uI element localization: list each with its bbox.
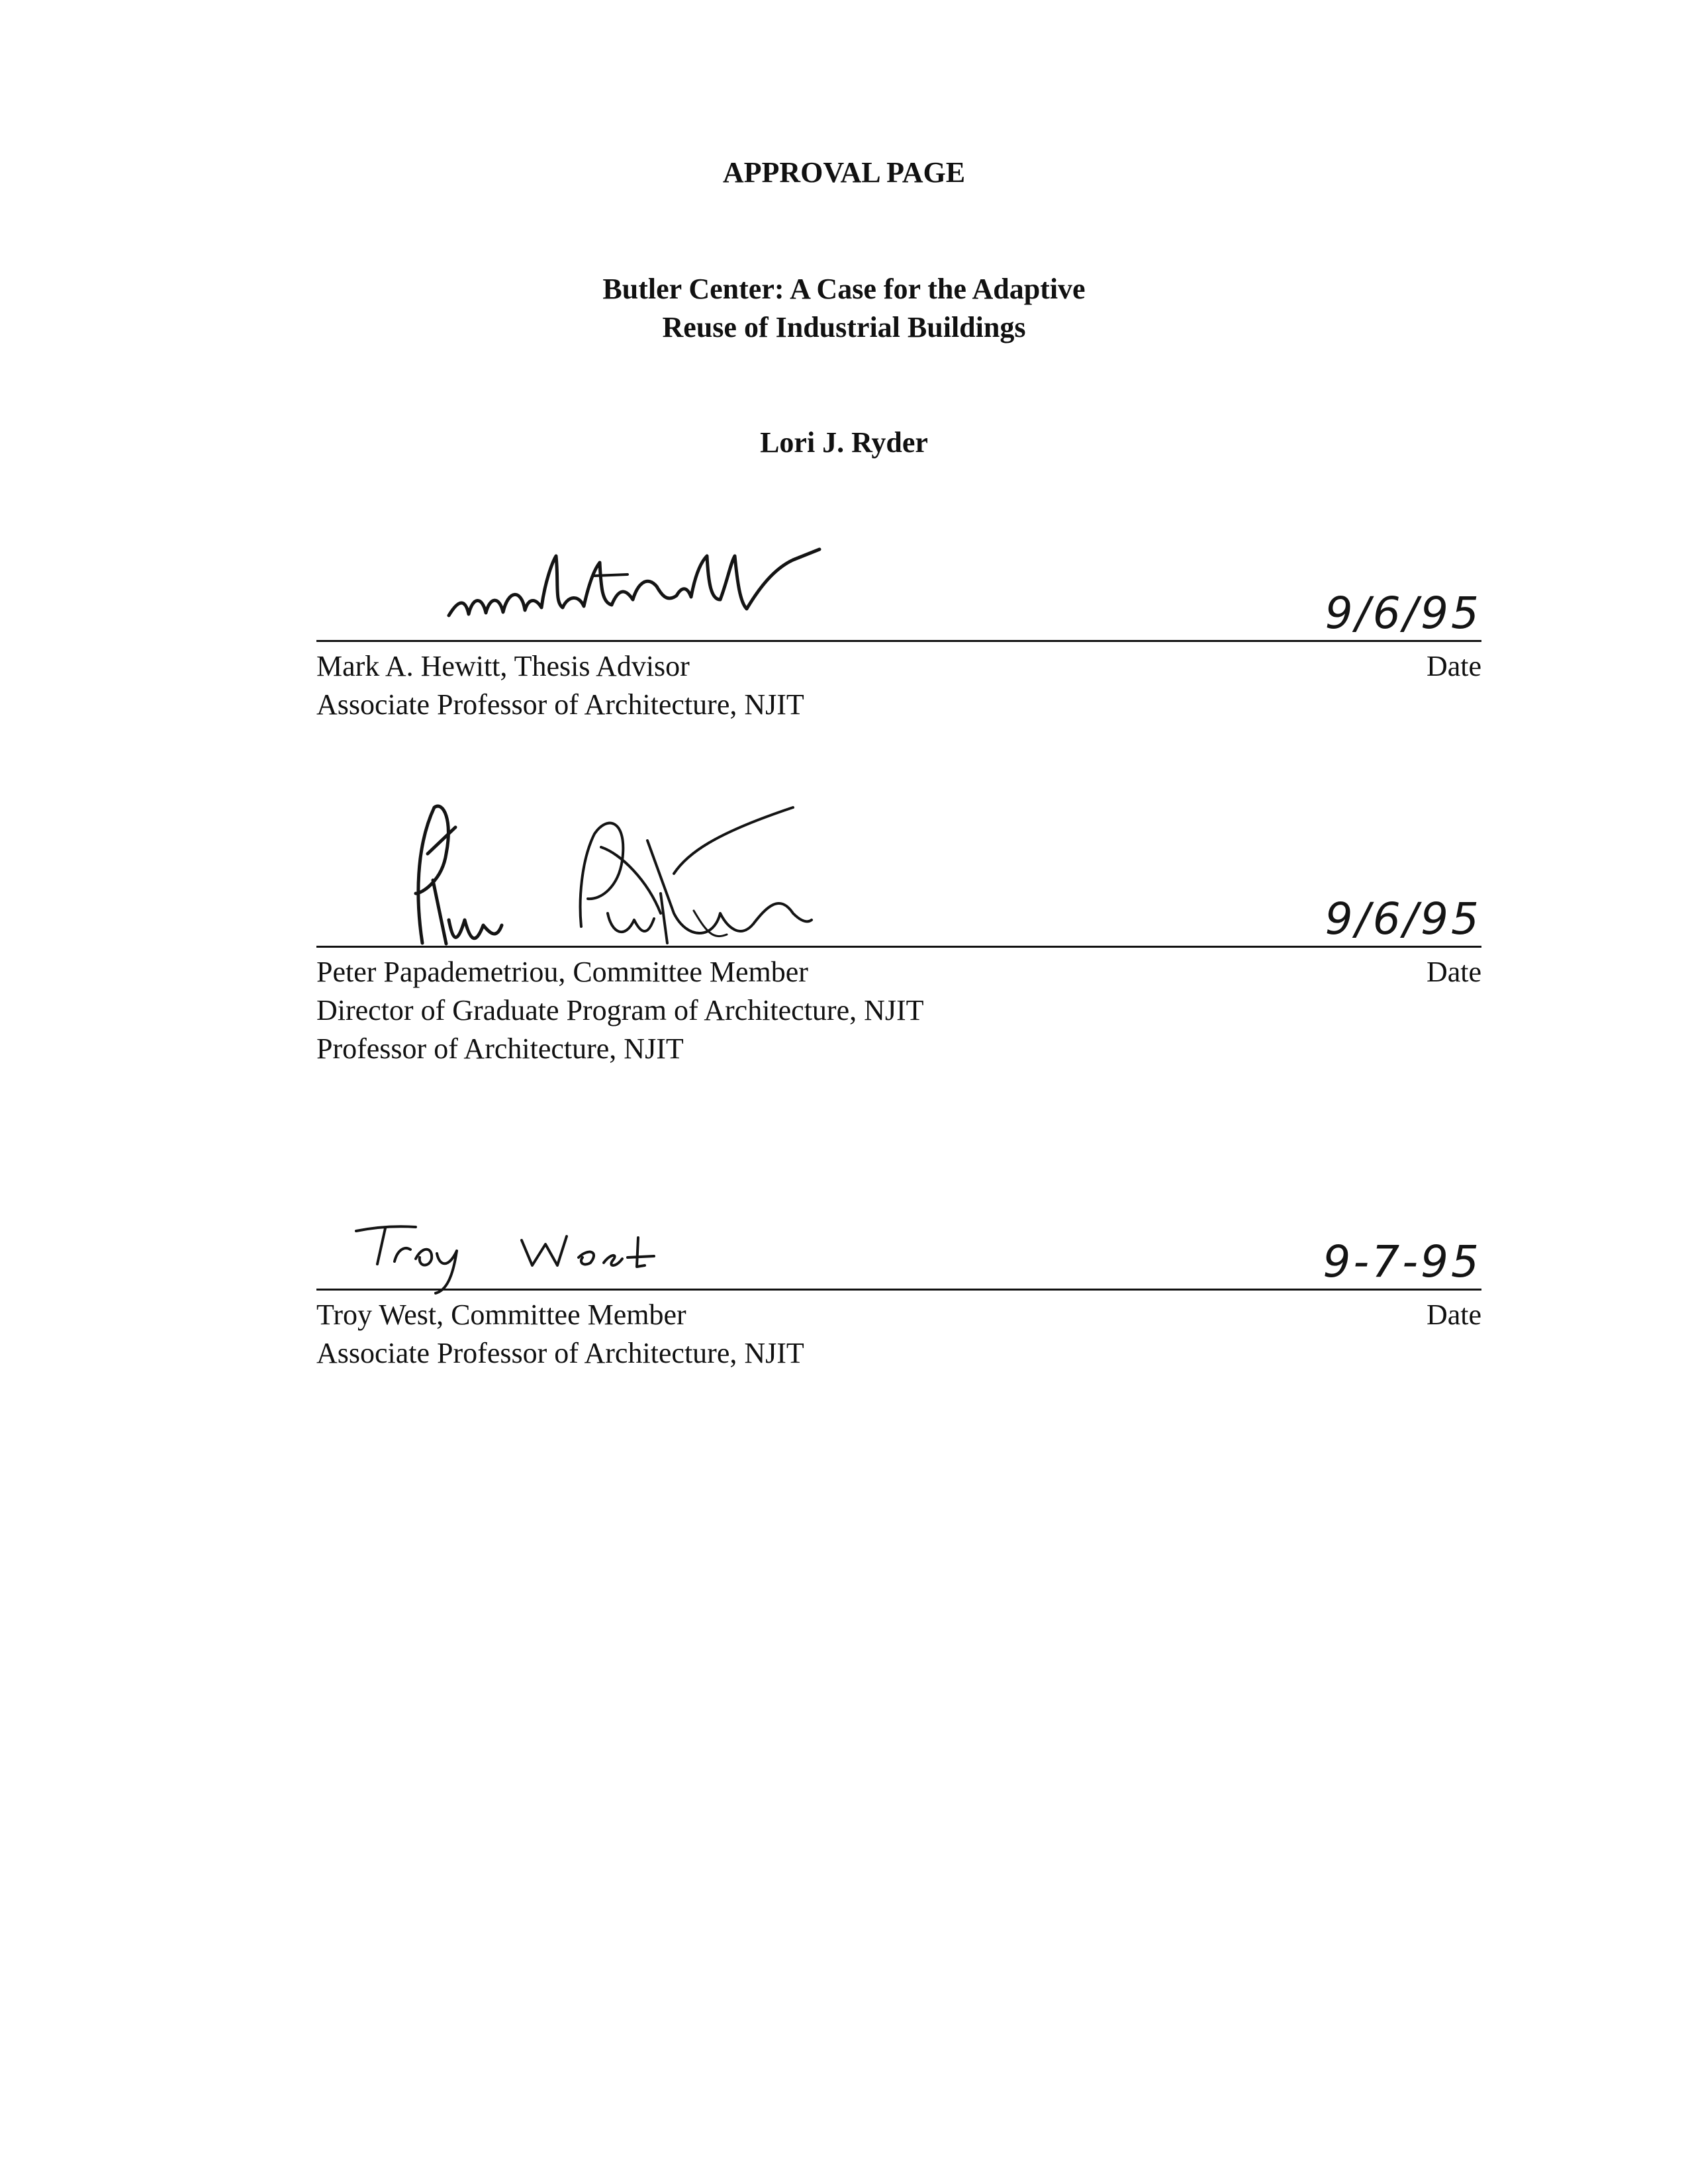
signer-title: Associate Professor of Architecture, NJIT — [316, 688, 804, 721]
signature-line-area — [316, 1185, 1481, 1291]
signature-line-area — [316, 536, 1481, 642]
handwritten-date: 9-7-95 — [1323, 1236, 1481, 1287]
date-label: Date — [1426, 956, 1481, 988]
signature-block-advisor — [316, 536, 1481, 724]
date-label: Date — [1426, 650, 1481, 682]
signer-name: Mark A. Hewitt, Thesis Advisor — [316, 650, 690, 682]
signer-name: Peter Papademetriou, Committee Member — [316, 956, 808, 988]
signature-block-member-1 — [316, 781, 1481, 1068]
signature-hewitt — [316, 536, 1481, 642]
date-label: Date — [1426, 1298, 1481, 1331]
handwritten-date: 9/6/95 — [1325, 588, 1481, 639]
signer-title: Professor of Architecture, NJIT — [316, 1032, 684, 1065]
signature-west — [316, 1185, 1481, 1291]
signer-title: Associate Professor of Architecture, NJIT — [316, 1337, 804, 1369]
signer-info — [316, 642, 1481, 724]
handwritten-date: 9/6/95 — [1325, 893, 1481, 944]
page-header: APPROVAL PAGE — [722, 156, 966, 189]
signer-info — [316, 948, 1481, 1068]
thesis-title-line-1: Butler Center: A Case for the Adaptive — [602, 273, 1086, 305]
signer-name: Troy West, Committee Member — [316, 1298, 686, 1331]
signer-info — [316, 1291, 1481, 1373]
signature-block-member-2 — [316, 1185, 1481, 1373]
signature-line-area — [316, 781, 1481, 948]
signature-papademetriou — [316, 781, 1481, 948]
signer-title: Director of Graduate Program of Architecture, NJIT — [316, 994, 924, 1026]
author-name: Lori J. Ryder — [760, 426, 928, 459]
thesis-title-line-2: Reuse of Industrial Buildings — [662, 311, 1026, 343]
